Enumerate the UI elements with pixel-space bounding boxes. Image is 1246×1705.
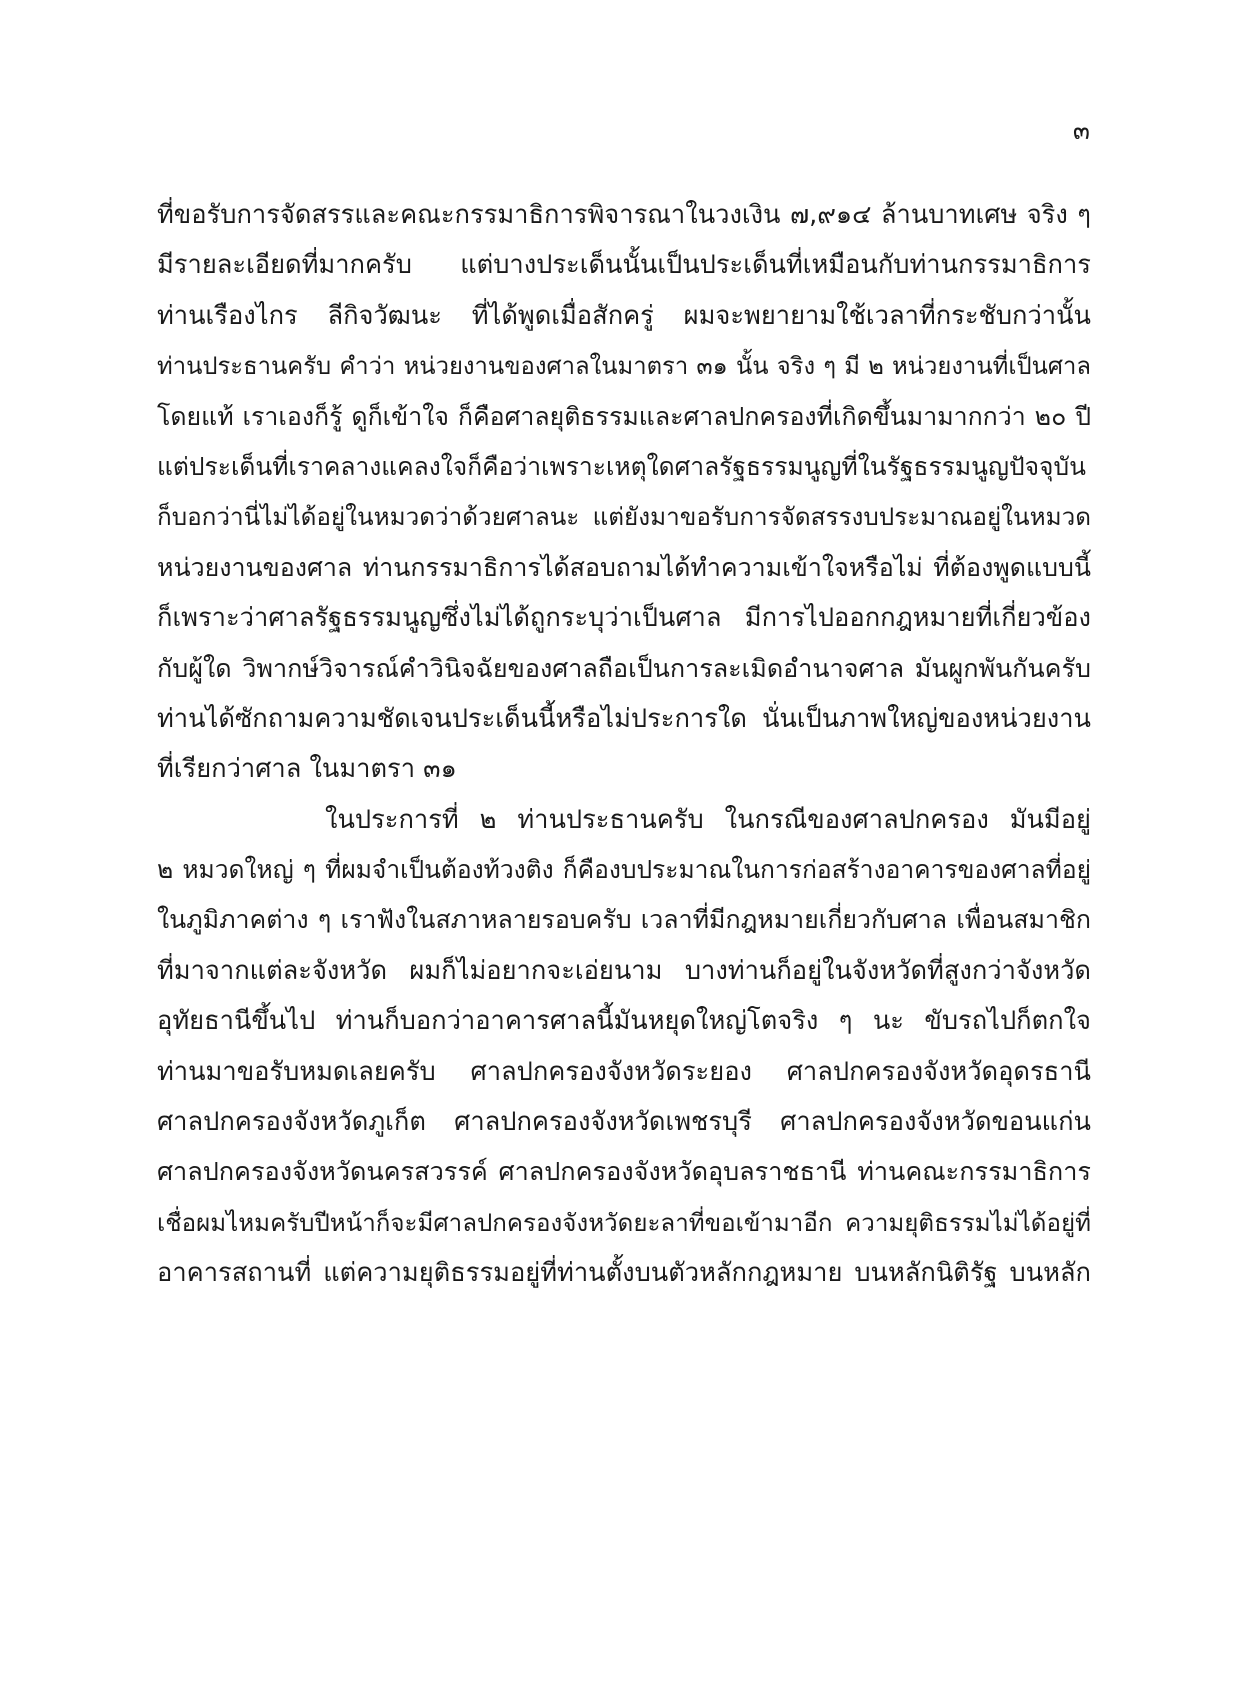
text-line: อาคารสถานที่ แต่ความยุติธรรมอยู่ที่ท่านตั้งบนตัวหลักกฎหมาย บนหลักนิติรัฐ บนหลัก [157, 1258, 1091, 1289]
text-line: ท่านมาขอรับหมดเลยครับ ศาลปกครองจังหวัดระยอง ศาลปกครองจังหวัดอุดรธานี [157, 1056, 1091, 1087]
body-text [157, 190, 1091, 1299]
text-line: แต่ประเด็นที่เราคลางแคลงใจก็คือว่าเพราะเหตุใดศาลรัฐธรรมนูญที่ในรัฐธรรมนูญปัจจุบัน [157, 451, 1086, 481]
text-line: หน่วยงานของศาล ท่านกรรมาธิการได้สอบถามได้ทำความเข้าใจหรือไม่ ที่ต้องพูดแบบนี้ [157, 552, 1091, 582]
text-line: ศาลปกครองจังหวัดนครสวรรค์ ศาลปกครองจังหวัดอุบลราชธานี ท่านคณะกรรมาธิการ [157, 1157, 1091, 1187]
paragraph-2 [157, 795, 1091, 1299]
text-line: ท่านเรืองไกร ลีกิจวัฒนะ ที่ได้พูดเมื่อสักครู่ ผมจะพยายามใช้เวลาที่กระชับกว่านั้น [157, 300, 1091, 331]
text-line: เชื่อผมไหมครับปีหน้าก็จะมีศาลปกครองจังหวัดยะลาที่ขอเข้ามาอีก ความยุติธรรมไม่ได้อยู่ที่ [157, 1208, 1091, 1237]
text-line: ท่านประธานครับ คำว่า หน่วยงานของศาลในมาตรา ๓๑ นั้น จริง ๆ มี ๒ หน่วยงานที่เป็นศาล [157, 352, 1091, 381]
text-line: ในประการที่ ๒ ท่านประธานครับ ในกรณีของศาลปกครอง มันมีอยู่ [325, 804, 1091, 835]
text-line: กับผู้ใด วิพากษ์วิจารณ์คำวินิจฉัยของศาลถือเป็นการละเมิดอำนาจศาล มันผูกพันกันครับ [157, 653, 1091, 683]
text-line: ก็เพราะว่าศาลรัฐธรรมนูญซึ่งไม่ได้ถูกระบุว่าเป็นศาล มีการไปออกกฎหมายที่เกี่ยวข้อง [157, 603, 1091, 634]
text-line: ที่มาจากแต่ละจังหวัด ผมก็ไม่อยากจะเอ่ยนาม บางท่านก็อยู่ในจังหวัดที่สูงกว่าจังหวัด [157, 955, 1091, 986]
text-line: ที่ขอรับการจัดสรรและคณะกรรมาธิการพิจารณาในวงเงิน ๗,๙๑๔ ล้านบาทเศษ จริง ๆ [157, 200, 1091, 230]
text-line: ท่านได้ซักถามความชัดเจนประเด็นนี้หรือไม่ประการใด นั่นเป็นภาพใหญ่ของหน่วยงาน [157, 703, 1091, 734]
text-line: โดยแท้ เราเองก็รู้ ดูก็เข้าใจ ก็คือศาลยุติธรรมและศาลปกครองที่เกิดขึ้นมามากกว่า ๒๐ ปี [157, 401, 1091, 431]
text-line: มีรายละเอียดที่มากครับ แต่บางประเด็นนั้นเป็นประเด็นที่เหมือนกับท่านกรรมาธิการ [157, 250, 1091, 281]
text-line: ที่เรียกว่าศาล ในมาตรา ๓๑ [157, 754, 457, 785]
paragraph-1 [157, 190, 1091, 795]
text-line: ศาลปกครองจังหวัดภูเก็ต ศาลปกครองจังหวัดเพชรบุรี ศาลปกครองจังหวัดขอนแก่น [157, 1107, 1091, 1138]
page-number: ๓ [1072, 116, 1090, 145]
text-line: ก็บอกว่านี่ไม่ได้อยู่ในหมวดว่าด้วยศาลนะ แต่ยังมาขอรับการจัดสรรงบประมาณอยู่ในหมวด [157, 502, 1091, 532]
text-line: ในภูมิภาคต่าง ๆ เราฟังในสภาหลายรอบครับ เวลาที่มีกฎหมายเกี่ยวกับศาล เพื่อนสมาชิก [157, 905, 1091, 935]
text-line: อุทัยธานีขึ้นไป ท่านก็บอกว่าอาคารศาลนี้มันหยุดใหญ่โตจริง ๆ นะ ขับรถไปก็ตกใจ [157, 1006, 1091, 1037]
text-line: ๒ หมวดใหญ่ ๆ ที่ผมจำเป็นต้องท้วงติง ก็คืองบประมาณในการก่อสร้างอาคารของศาลที่อยู่ [157, 855, 1091, 885]
